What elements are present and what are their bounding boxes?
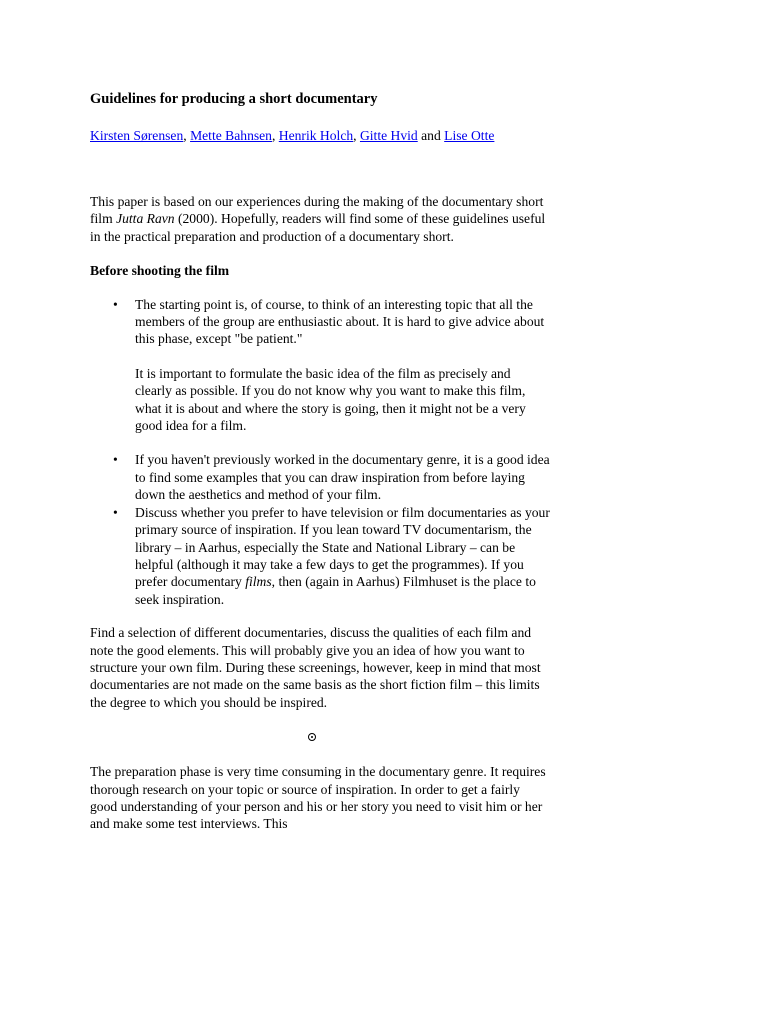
body-paragraph: The preparation phase is very time consuming in the documentary genre. It requires thorough research on your topic or source of inspiration. In order to get a fairly good understanding of your person and his or her story you need to visit him or her and make some test interviews. This: [90, 764, 546, 832]
author-separator: ,: [183, 128, 191, 143]
intro-text-cont: (2000). Hopefully, readers will find some of these guidelines useful in the practical preparation and production of a documentary short.: [90, 211, 546, 244]
intro-paragraph: [90, 193, 550, 245]
author-list: [90, 126, 550, 146]
bullet-marker: •: [113, 296, 118, 312]
author-link-otte[interactable]: Lise Otte: [444, 128, 495, 143]
bullet-marker: •: [113, 452, 118, 468]
body-paragraph: Find a selection of different documentaries, discuss the qualities of each film and note the good elements. This will probably give you an idea of how you want to structure your own film. During these screenings, however, keep in mind that most documentaries are not made on the same basis as the short fiction film – this limits the degree to which you should be inspired.: [90, 625, 541, 710]
section-heading: Before shooting the film: [90, 263, 230, 279]
film-title: Jutta Ravn: [116, 211, 175, 227]
author-separator: ,: [271, 128, 279, 143]
author-link-hvid[interactable]: Gitte Hvid: [359, 128, 418, 143]
list-item-text: The starting point is, of course, to think of an interesting topic that all the members of the group are enthusiastic about. It is hard to give advice about this phase, except "be patient.": [135, 296, 545, 347]
list-item: [90, 296, 550, 435]
list-item-text-a: Discuss whether you prefer to have television or film documentaries as your primary source of inspiration. If you lean toward TV documentarism, the library – in Aarhus, especially the State and National Library – can be helpful (although it may take a few days to get the programmes). If you prefer documentary: [135, 504, 550, 590]
list-item-text: If you haven't previously worked in the documentary genre, it is a good idea to find some examples that you can draw inspiration from before laying down the aesthetics and method of your film.: [135, 452, 550, 503]
emphasis-text: films: [245, 574, 272, 590]
list-item-text: [135, 504, 550, 608]
author-link-holch[interactable]: Henrik Holch: [278, 128, 354, 143]
list-item: [90, 504, 550, 608]
author-and: and: [417, 128, 445, 143]
list-item: [90, 451, 550, 503]
author-link-sorensen[interactable]: Kirsten Sørensen: [90, 128, 184, 143]
intro-text: This paper is based on our experiences during the making of the documentary short film: [90, 194, 544, 227]
document-page: [90, 89, 550, 833]
author-link-bahnsen[interactable]: Mette Bahnsen: [190, 128, 272, 143]
circle-dot-icon: [308, 733, 316, 741]
list-item-text-b: , then (again in Aarhus) Filmhuset is the place to seek inspiration.: [135, 574, 536, 607]
list-item-text: It is important to formulate the basic idea of the film as precisely and clearly as possible. If you do not know why you want to make this film, what it is about and where the story is going, then it might not be a very good idea for a film.: [135, 365, 526, 434]
page-title: Guidelines for producing a short documentary: [90, 91, 378, 107]
guideline-list: [90, 296, 550, 609]
bullet-marker: •: [113, 504, 118, 520]
author-separator: ,: [353, 128, 360, 143]
divider-row: [90, 729, 550, 747]
